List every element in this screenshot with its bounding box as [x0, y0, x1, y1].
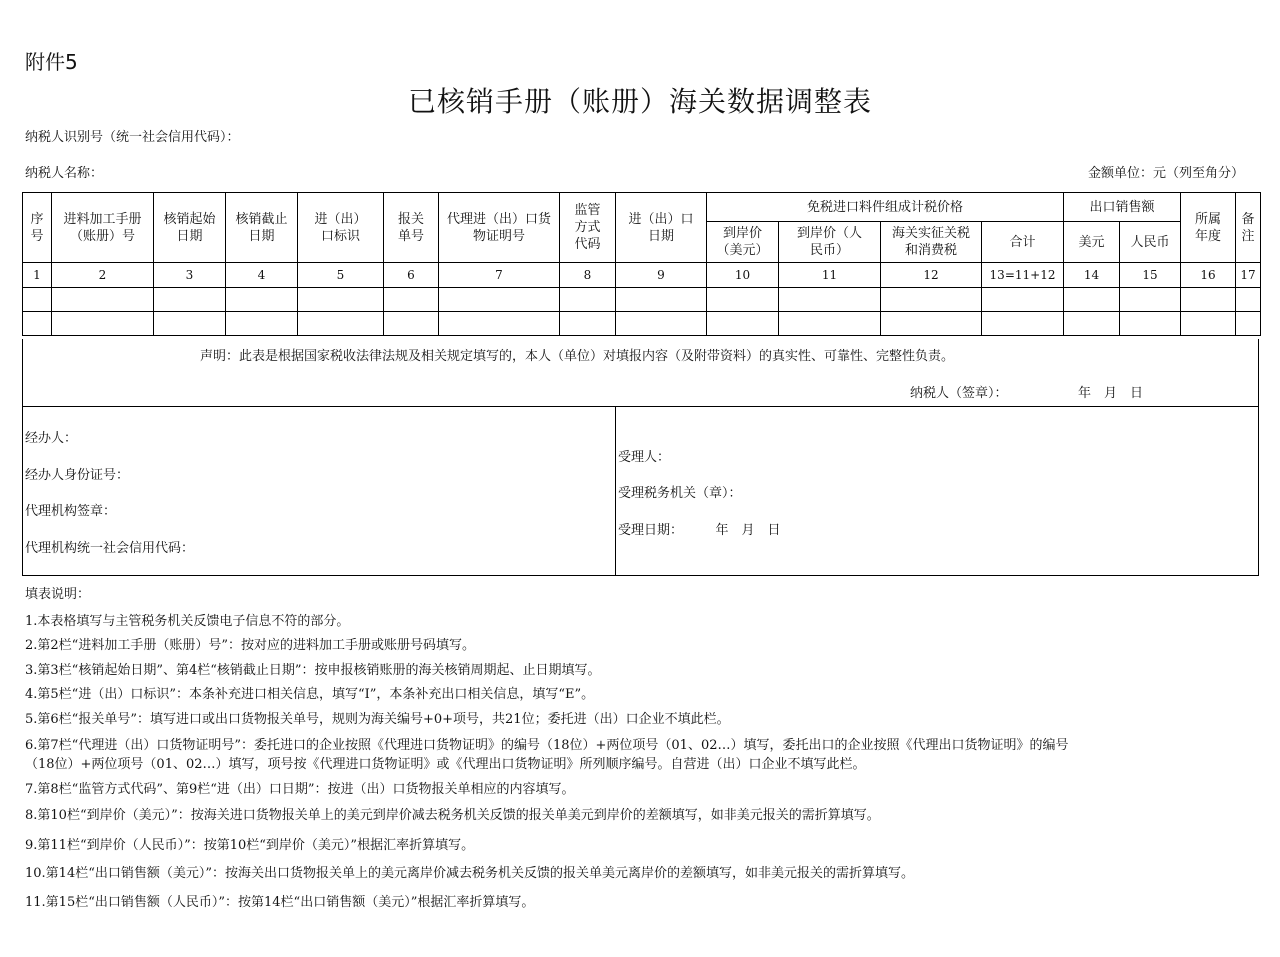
column-number: 10: [707, 263, 779, 288]
column-number: 16: [1181, 263, 1236, 288]
column-number: 13=11+12: [982, 263, 1064, 288]
table-row: [23, 312, 1261, 336]
instruction-item: 9.第11栏“到岸价（人民币）”：按第10栏“到岸价（美元）”根据汇率折算填写。: [25, 838, 475, 853]
header-year: 所属年度: [1181, 193, 1236, 263]
header-end-date: 核销截止日期: [226, 193, 298, 263]
tax-office-label: 受理税务机关（章）：: [618, 486, 742, 501]
header-manual-no: 进料加工手册（账册）号: [52, 193, 154, 263]
header-cif-cny: 到岸价（人民币）: [779, 222, 881, 263]
column-number: 8: [560, 263, 616, 288]
column-number: 15: [1120, 263, 1181, 288]
declaration-text: 声明：此表是根据国家税收法律法规及相关规定填写的，本人（单位）对填报内容（及附带资料）的真实性、可靠性、完整性负责。: [200, 349, 955, 364]
taxpayer-id-label: 纳税人识别号（统一社会信用代码）：: [25, 130, 240, 145]
header-customs-no: 报关单号: [384, 193, 439, 263]
amount-unit-label: 金额单位：元（列至角分）: [1087, 166, 1244, 181]
page-title: 已核销手册（账册）海关数据调整表: [407, 85, 872, 118]
column-number: 2: [52, 263, 154, 288]
header-remark: 备注: [1236, 193, 1261, 263]
instructions-title: 填表说明：: [25, 587, 91, 602]
column-number: 3: [154, 263, 226, 288]
column-number: 17: [1236, 263, 1261, 288]
header-total: 合计: [982, 222, 1064, 263]
header-cif-usd: 到岸价（美元）: [707, 222, 779, 263]
header-supervision: 监管方式代码: [560, 193, 616, 263]
column-number: 9: [616, 263, 707, 288]
instruction-item: 2.第2栏“进料加工手册（账册）号”：按对应的进料加工手册或账册号码填写。: [25, 638, 475, 653]
instruction-item: 7.第8栏“监管方式代码”、第9栏“进（出）口日期”：按进（出）口货物报关单相应的内容填写。: [25, 782, 575, 797]
header-export-group: 出口销售额: [1064, 193, 1181, 222]
column-number: 7: [439, 263, 560, 288]
column-number: 6: [384, 263, 439, 288]
instruction-item: 3.第3栏“核销起始日期”、第4栏“核销截止日期”：按申报核销账册的海关核销周期起、止日期填写。: [25, 663, 601, 678]
header-seq: 序号: [23, 193, 52, 263]
agency-code-label: 代理机构统一社会信用代码：: [25, 541, 195, 556]
instruction-item: 5.第6栏“报关单号”：填写进口或出口货物报关单号，规则为海关编号+0+项号，共21位；委托进（出）口企业不填此栏。: [25, 712, 730, 727]
column-number: 14: [1064, 263, 1120, 288]
header-customs-tax: 海关实征关税和消费税: [881, 222, 982, 263]
instruction-item: 6.第7栏“代理进（出）口货物证明号”：委托进口的企业按照《代理进口货物证明》的编号（18位）+两位项号（01、02…）填写，委托出口的企业按照《代理出口货物证明》的编号: [25, 738, 1069, 753]
header-cny: 人民币: [1120, 222, 1181, 263]
table-row: [23, 288, 1261, 312]
column-number: 4: [226, 263, 298, 288]
column-number: 12: [881, 263, 982, 288]
header-duty-free-group: 免税进口料件组成计税价格: [707, 193, 1064, 222]
taxpayer-name-label: 纳税人名称：: [25, 166, 104, 181]
column-number: 1: [23, 263, 52, 288]
signature-date: 年 月 日: [1078, 386, 1144, 401]
adjustment-table: [22, 192, 1261, 336]
handler-label: 经办人：: [25, 431, 78, 446]
instruction-item: 4.第5栏“进（出）口标识”：本条补充进口相关信息，填写“I”，本条补充出口相关信息，填写“E”。: [25, 687, 595, 702]
instruction-item: （18位）+两位项号（01、02…）填写，项号按《代理进口货物证明》或《代理出口货物证明》所列顺序编号。自营进（出）口企业不填写此栏。: [25, 757, 866, 772]
header-start-date: 核销起始日期: [154, 193, 226, 263]
instruction-item: 1.本表格填写与主管税务机关反馈电子信息不符的部分。: [25, 614, 350, 629]
acceptor-label: 受理人：: [618, 450, 671, 465]
handler-id-label: 经办人身份证号：: [25, 468, 130, 483]
column-number: 5: [298, 263, 384, 288]
header-io-date: 进（出）口日期: [616, 193, 707, 263]
header-usd: 美元: [1064, 222, 1120, 263]
taxpayer-signature-label: 纳税人（签章）：: [910, 386, 1008, 401]
instruction-item: 11.第15栏“出口销售额（人民币）”：按第14栏“出口销售额（美元）”根据汇率折算填写。: [25, 895, 535, 910]
instruction-item: 8.第10栏“到岸价（美元）”：按海关进口货物报关单上的美元到岸价减去税务机关反馈的报关单美元到岸价的差额填写，如非美元报关的需折算填写。: [25, 808, 880, 823]
instruction-item: 10.第14栏“出口销售额（美元）”：按海关出口货物报关单上的美元离岸价减去税务机关反馈的报关单美元离岸价的差额填写，如非美元报关的需折算填写。: [25, 866, 915, 881]
handling-divider: [615, 406, 616, 576]
agency-seal-label: 代理机构签章：: [25, 504, 117, 519]
column-number: 11: [779, 263, 881, 288]
header-io-flag: 进（出）口标识: [298, 193, 384, 263]
header-agency-cert: 代理进（出）口货物证明号: [439, 193, 560, 263]
acceptance-date-label: 受理日期： 年 月 日: [618, 523, 781, 538]
attachment-label: 附件5: [25, 50, 78, 74]
column-number-row: [23, 263, 1261, 288]
